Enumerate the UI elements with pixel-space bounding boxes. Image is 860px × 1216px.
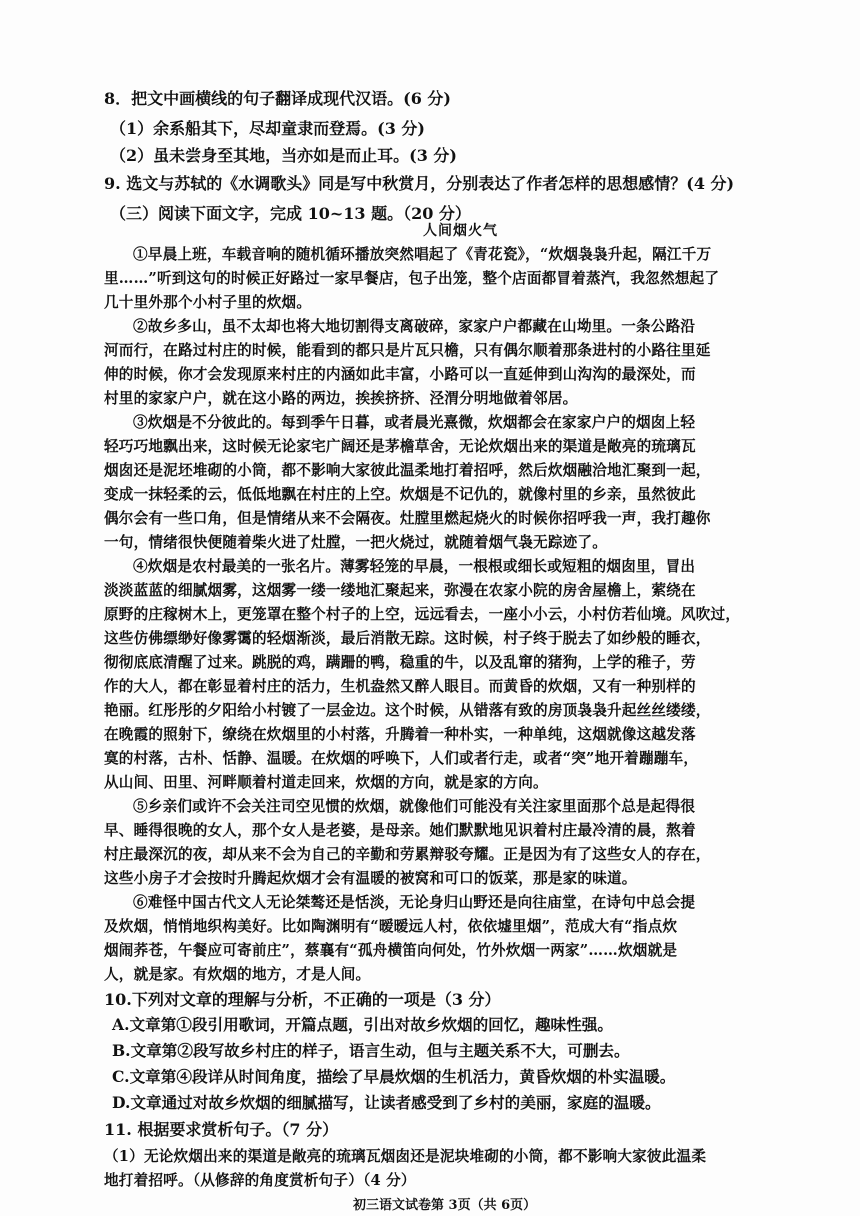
question-11-stem: 11. 根据要求赏析句子。（7 分） — [104, 1120, 339, 1139]
section-3-heading: （三）阅读下面文字，完成 10~13 题。（20 分） — [110, 204, 471, 223]
question-8-item-2: （2）虽未尝身至其地，当亦如是而止耳。(3 分) — [110, 146, 457, 165]
article-line: 一句，情绪很快便随着柴火进了灶膛，一把火烧过，就随着烟气袅无踪迹了。 — [104, 534, 607, 551]
article-line: 这些小房子才会按时升腾起炊烟才会有温暖的被窝和可口的饭菜，那是家的味道。 — [104, 870, 637, 887]
article-line: 轻巧巧地飘出来，这时候无论家宅广阔还是茅檐草舍，无论炊烟出来的渠道是敞亮的琉璃瓦 — [104, 438, 696, 455]
article-line: 艳丽。红彤彤的夕阳给小村镀了一层金边。这个时候，从错落有致的房顶袅袅升起丝丝缕缕， — [104, 702, 711, 719]
article-title: 人间烟火气 — [423, 223, 498, 239]
article-line: ③炊烟是不分彼此的。每到季午日暮，或者晨光熹微，炊烟都会在家家户户的烟囱上轻 — [133, 414, 696, 431]
article-line: 早、睡得很晚的女人，那个女人是老婆，是母亲。她们默默地见识着村庄最冷清的晨，熬着 — [104, 822, 696, 839]
article-line: 这些仿佛缥缈好像雾霭的轻烟渐淡，最后消散无踪。这时候，村子终于脱去了如纱般的睡衣， — [104, 630, 711, 647]
question-10-option-d: D.文章通过对故乡炊烟的细腻描写，让读者感受到了乡村的美丽，家庭的温暖。 — [112, 1093, 661, 1112]
article-line: 烟闹荞苍，午餐应可寄前庄”，蔡襄有“孤舟横笛向何处，竹外炊烟一两家”……炊烟就是 — [104, 942, 678, 959]
question-10-stem: 10.下列对文章的理解与分析，不正确的一项是（3 分） — [104, 990, 501, 1009]
article-line: ①早晨上班，车载音响的随机循环播放突然唱起了《青花瓷》，“炊烟袅袅升起，隔江千万 — [133, 246, 712, 263]
question-10-option-a: A.文章第①段引用歌词，开篇点题，引出对故乡炊烟的回忆，趣味性强。 — [112, 1015, 613, 1034]
question-11-item-1-line-2: 地打着招呼。（从修辞的角度赏析句子）（4 分） — [104, 1172, 416, 1189]
article-line: 变成一抹轻柔的云，低低地飘在村庄的上空。炊烟是不记仇的，就像村里的乡亲，虽然彼此 — [104, 486, 696, 503]
page-footer: 初三语文试卷第 3页（共 6页） — [353, 1198, 537, 1213]
article-line: 人，就是家。有炊烟的地方，才是人间。 — [104, 966, 371, 983]
article-line: 在晚霞的照射下，缭绕在炊烟里的小村落，升腾着一种朴实，一种单纯，这烟就像这越发落 — [104, 726, 696, 743]
article-line: ②故乡多山，虽不太却也将大地切割得支离破碎，家家户户都藏在山坳里。一条公路沿 — [133, 318, 696, 335]
article-line: ④炊烟是农村最美的一张名片。薄雾轻笼的早晨，一根根或细长或短粗的烟囱里，冒出 — [133, 558, 696, 575]
article-line: 原野的庄稼树木上，更笼罩在整个村子的上空，远远看去，一座小小云，小村仿若仙境。风吹过， — [104, 606, 741, 623]
article-line: 村里的家家户户，就在这小路的两边，挨挨挤挤、泾渭分明地做着邻居。 — [104, 390, 578, 407]
article-line: 偶尔会有一些口角，但是情绪从来不会隔夜。灶膛里燃起烧火的时候你招呼我一声，我打趣你 — [104, 510, 711, 527]
article-line: 淡淡蓝蓝的细腻烟雾，这烟雾一缕一缕地汇聚起来，弥漫在农家小院的房舍屋檐上，萦绕在 — [104, 582, 696, 599]
article-line: 彻彻底底清醒了过来。跳脱的鸡，蹒跚的鸭，稳重的牛，以及乱窜的猪狗，上学的稚子，劳 — [104, 654, 696, 671]
question-8-stem: 8．把文中画横线的句子翻译成现代汉语。(6 分) — [104, 89, 451, 108]
question-10-option-c: C.文章第④段详从时间角度，描绘了早晨炊烟的生机活力，黄昏炊烟的朴实温暖。 — [112, 1067, 676, 1086]
article-line: 作的大人，都在彰显着村庄的活力，生机盎然又醉人眼目。而黄昏的炊烟，又有一种别样的 — [104, 678, 696, 695]
article-line: 村庄最深沉的夜，却从来不会为自己的辛勤和劳累辩驳夸耀。正是因为有了这些女人的存在， — [104, 846, 711, 863]
question-9-stem: 9. 选文与苏轼的《水调歌头》同是写中秋赏月，分别表达了作者怎样的思想感情？(4 分) — [104, 174, 735, 193]
question-10-option-b: B.文章第②段写故乡村庄的样子，语言生动，但与主题关系不大，可删去。 — [112, 1041, 630, 1060]
article-line: 里……”听到这句的时候正好路过一家早餐店，包子出笼，整个店面都冒着蒸汽，我忽然想起了 — [104, 270, 720, 287]
article-line: 河而行，在路过村庄的时候，能看到的都只是片瓦只檐，只有偶尔顺着那条进村的小路往里延 — [104, 342, 711, 359]
article-line: 从山间、田里、河畔顺着村道走回来，炊烟的方向，就是家的方向。 — [104, 774, 548, 791]
article-line: 寞的村落，古朴、恬静、温暖。在炊烟的呼唤下，人们或者行走，或者“突”地开着蹦蹦车， — [104, 750, 699, 767]
question-8-item-1: （1）余系船其下，尽却童隶而登焉。(3 分) — [110, 119, 425, 138]
article-line: ⑥难怪中国古代文人无论桀骜还是恬淡，无论身归山野还是向往庙堂，在诗句中总会提 — [133, 894, 696, 911]
article-line: 几十里外那个小村子里的炊烟。 — [104, 294, 312, 311]
article-line: 伸的时候，你才会发现原来村庄的内涵如此丰富，小路可以一直延伸到山沟沟的最深处，而 — [104, 366, 696, 383]
article-line: 烟囱还是泥坯堆砌的小筒，都不影响大家彼此温柔地打着招呼，然后炊烟融洽地汇聚到一起， — [104, 462, 711, 479]
article-line: 及炊烟，悄悄地织构美好。比如陶渊明有“暧暧远人村，依依墟里烟”，范成大有“指点炊 — [104, 918, 678, 935]
article-line: ⑤乡亲们或许不会关注司空见惯的炊烟，就像他们可能没有关注家里面那个总是起得很 — [133, 798, 696, 815]
question-11-item-1-line-1: （1）无论炊烟出来的渠道是敞亮的琉璃瓦烟囱还是泥块堆砌的小筒，都不影响大家彼此温柔 — [104, 1148, 707, 1165]
